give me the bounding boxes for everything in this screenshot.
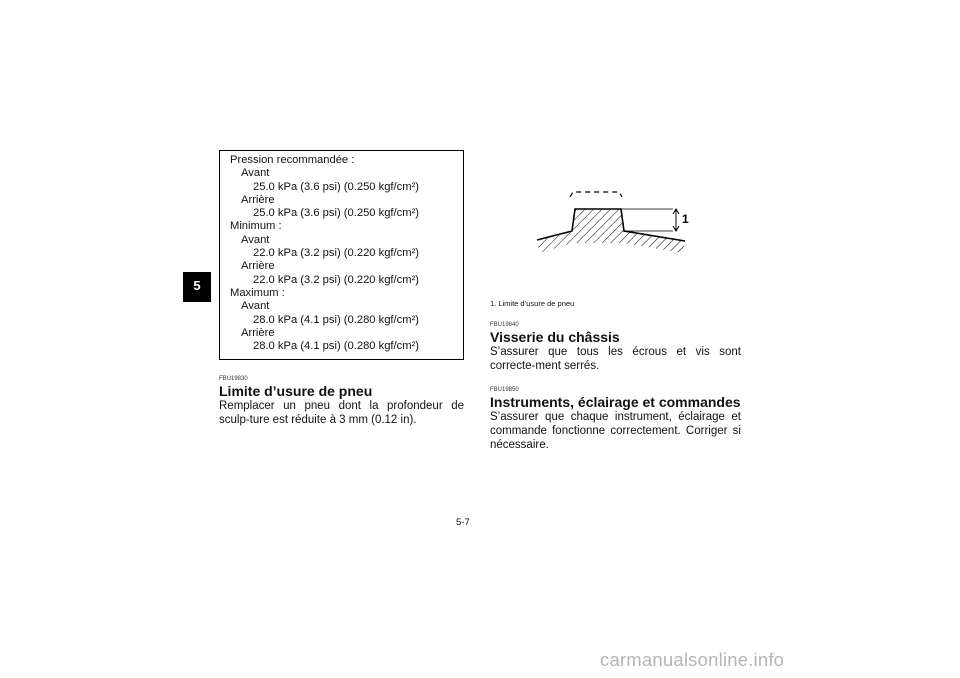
section-body: S’assurer que tous les écrous et vis sont correcte-ment serrés. [490,346,741,372]
spec-line: Maximum : [230,286,285,299]
section-body: S’assurer que chaque instrument, éclairage et commande fonctionne correctement. Corriger si nécessaire. [490,411,741,451]
figure-callout: 1 [682,212,689,226]
section-chassis-fasteners [490,322,741,373]
section-code: FBU19850 [490,387,519,393]
spec-line: Arrière [241,326,275,339]
section-heading: Instruments, éclairage et commandes [490,394,741,410]
spec-line: Minimum : [230,220,282,233]
spec-line: 28.0 kPa (4.1 psi) (0.280 kgf/cm²) [253,313,420,326]
spec-line: 25.0 kPa (3.6 psi) (0.250 kgf/cm²) [253,207,420,220]
section-code: FBU19840 [490,322,519,328]
figure-caption: 1. Limite d’usure de pneu [490,299,575,308]
spec-line: Avant [241,167,270,180]
chapter-tab [183,272,211,302]
spec-line: 25.0 kPa (3.6 psi) (0.250 kgf/cm²) [253,180,420,193]
chapter-number: 5 [193,278,201,293]
section-heading: Visserie du châssis [490,329,620,345]
spec-line: Avant [241,300,270,313]
tire-wear-figure [535,191,695,266]
section-heading: Limite d’usure de pneu [219,383,373,399]
spec-line: 28.0 kPa (4.1 psi) (0.280 kgf/cm²) [253,340,420,353]
spec-line: Arrière [241,193,275,206]
section-tire-wear-limit [219,376,464,427]
section-body: Remplacer un pneu dont la profondeur de sculp-ture est réduite à 3 mm (0.12 in). [219,400,464,426]
spec-line: Pression recommandée : [230,154,355,166]
page-number: 5-7 [456,517,470,528]
watermark: carmanualsonline.info [600,649,785,670]
spec-line: 22.0 kPa (3.2 psi) (0.220 kgf/cm²) [253,273,420,286]
spec-line: Avant [241,233,270,246]
spec-line: 22.0 kPa (3.2 psi) (0.220 kgf/cm²) [253,247,420,260]
section-code: FBU19830 [219,376,248,382]
spec-line: Arrière [241,260,275,273]
tire-tread-diagram [535,191,695,266]
tire-pressure-spec-box [219,150,464,360]
section-instruments-lights-controls [490,387,741,452]
